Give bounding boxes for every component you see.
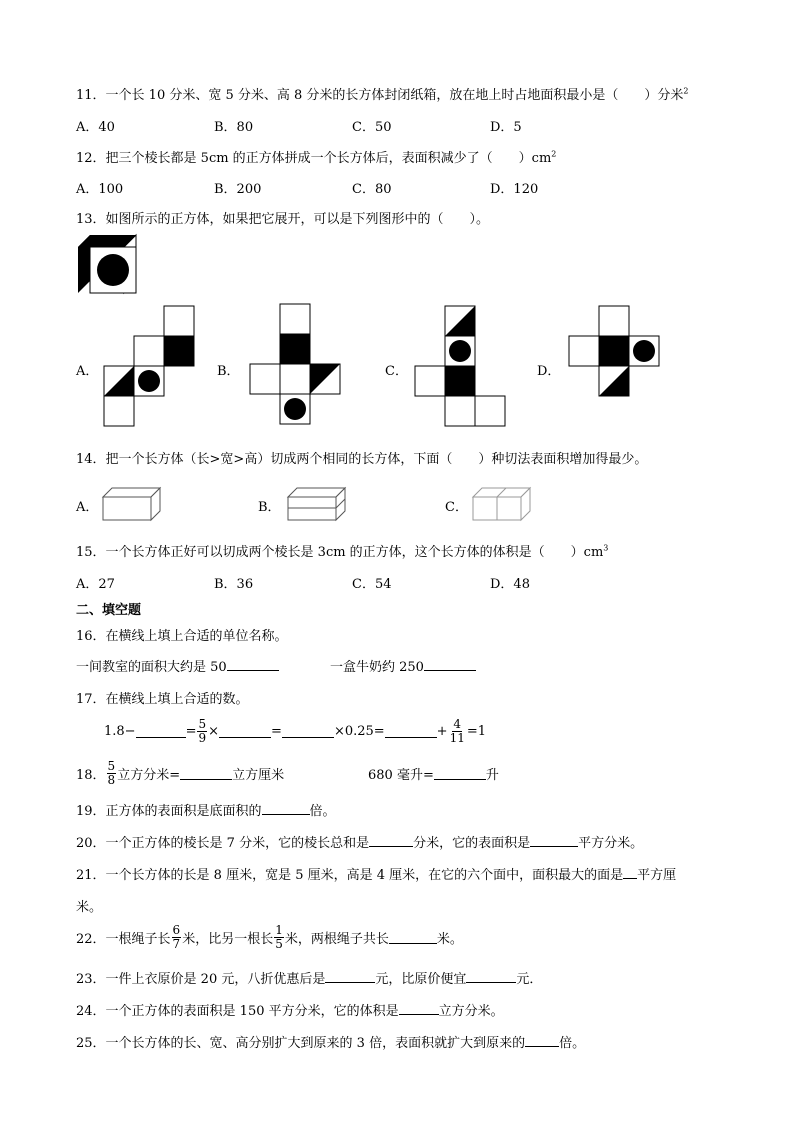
q11-stem: 11．一个长 10 分米、宽 5 分米、高 8 分米的长方体封闭纸箱，放在地上时占地面积最小是（ ）分米$^2$: [76, 86, 689, 103]
q15-option-b[interactable]: B．36: [214, 577, 254, 592]
cube-figure: [78, 235, 140, 295]
fraction: $\frac{4}{11}$: [449, 716, 465, 745]
answer-blank[interactable]: [623, 866, 637, 879]
q17-stem: 17．在横线上填上合适的数。: [76, 692, 249, 707]
q24: 24．一个正方体的表面积是 150 平方分米，它的体积是 立方分米。: [76, 1004, 504, 1019]
q16-b: 一盒牛奶约 250: [330, 656, 476, 675]
q14-stem: 14．把一个长方体（长>宽>高）切成两个相同的长方体，下面（ ）种切法表面积增加得最少。: [76, 452, 648, 467]
q12-option-c[interactable]: C．80: [352, 182, 392, 197]
answer-blank[interactable]: [219, 725, 271, 738]
answer-blank[interactable]: [530, 834, 578, 847]
q15-stem: 15．一个长方体正好可以切成两个棱长是 3cm 的正方体，这个长方体的体积是（ ）$cm^3$: [76, 543, 609, 560]
q13-stem: 13．如图所示的正方体，如果把它展开，可以是下列图形中的（ ）。: [76, 212, 490, 227]
q17-equation: 1.8− = $\frac{5}{9}$ × = ×0.25= + $\frac{4}{11}$ =1: [104, 716, 487, 745]
q22: 22．一根绳子长 $\frac{6}{7}$ 米，比另一根长 $\frac{1}{5}$ 米，两根绳子共长 米。: [76, 922, 463, 951]
q15-option-a[interactable]: A．27: [76, 577, 115, 592]
q13-option-b[interactable]: B．: [217, 364, 240, 379]
q16-a: 一间教室的面积大约是 50: [76, 656, 279, 675]
q19: 19．正方体的表面积是底面积的 倍。: [76, 804, 336, 819]
q21-cont: 米。: [76, 900, 103, 915]
net-c[interactable]: [413, 305, 509, 429]
answer-blank[interactable]: [424, 658, 476, 671]
q18-b: 680 毫升= 升: [368, 767, 499, 783]
q11-option-b[interactable]: B．80: [214, 120, 254, 135]
q20: 20．一个正方体的棱长是 7 分米，它的棱长总和是 分米，它的表面积是 平方分米。: [76, 836, 644, 851]
fraction: $\frac{5}{9}$: [198, 716, 207, 745]
answer-blank[interactable]: [262, 802, 310, 815]
q13-option-d[interactable]: D．: [537, 364, 561, 379]
q15-option-c[interactable]: C．54: [352, 577, 392, 592]
fraction: $\frac{1}{5}$: [275, 922, 283, 951]
q12-option-b[interactable]: B．200: [214, 182, 262, 197]
q12-stem: 12．把三个棱长都是 5cm 的正方体拼成一个长方体后，表面积减少了（ ）$cm^2$: [76, 149, 557, 166]
answer-blank[interactable]: [525, 1034, 559, 1047]
q15-option-d[interactable]: D．48: [490, 577, 530, 592]
q16-stem: 16．在横线上填上合适的单位名称。: [76, 629, 288, 644]
answer-blank[interactable]: [227, 658, 279, 671]
q25: 25．一个长方体的长、宽、高分别扩大到原来的 3 倍，表面积就扩大到原来的 倍。: [76, 1036, 586, 1051]
q14-option-b[interactable]: B．: [258, 500, 281, 515]
answer-blank[interactable]: [180, 767, 232, 780]
box-a-icon[interactable]: [102, 487, 162, 521]
answer-blank[interactable]: [434, 767, 486, 780]
fraction: $\frac{6}{7}$: [172, 922, 181, 951]
net-d[interactable]: [567, 305, 663, 399]
net-a[interactable]: [102, 305, 196, 399]
section-title: 二、填空题: [76, 603, 142, 618]
q14-option-c[interactable]: C．: [445, 500, 468, 515]
fraction: $\frac{5}{8}$: [107, 758, 116, 787]
answer-blank[interactable]: [466, 970, 516, 983]
answer-blank[interactable]: [136, 725, 186, 738]
box-c-icon[interactable]: [472, 487, 532, 521]
q11-option-d[interactable]: D．5: [490, 120, 522, 135]
q18-a: 18． $\frac{5}{8}$ 立方分米= 立方厘米: [76, 758, 285, 787]
q12-option-a[interactable]: A．100: [76, 182, 124, 197]
q23: 23．一件上衣原价是 20 元，八折优惠后是 元，比原价便宜 元．: [76, 972, 543, 987]
answer-blank[interactable]: [325, 970, 375, 983]
answer-blank[interactable]: [282, 725, 334, 738]
q11-option-a[interactable]: A．40: [76, 120, 115, 135]
q21: 21．一个长方体的长是 8 厘米，宽是 5 厘米，高是 4 厘米，在它的六个面中，面积最大的面是 平方厘: [76, 868, 677, 883]
q13-option-c[interactable]: C．: [385, 364, 408, 379]
q11-option-c[interactable]: C．50: [352, 120, 392, 135]
answer-blank[interactable]: [385, 725, 437, 738]
q13-option-a[interactable]: A．: [76, 364, 99, 379]
answer-blank[interactable]: [369, 834, 413, 847]
answer-blank[interactable]: [399, 1002, 439, 1015]
q14-option-a[interactable]: A．: [76, 500, 99, 515]
q12-option-d[interactable]: D．120: [490, 182, 539, 197]
box-b-icon[interactable]: [287, 487, 347, 521]
net-b[interactable]: [248, 303, 344, 427]
answer-blank[interactable]: [389, 931, 437, 944]
net-a-bottom: [102, 396, 134, 428]
